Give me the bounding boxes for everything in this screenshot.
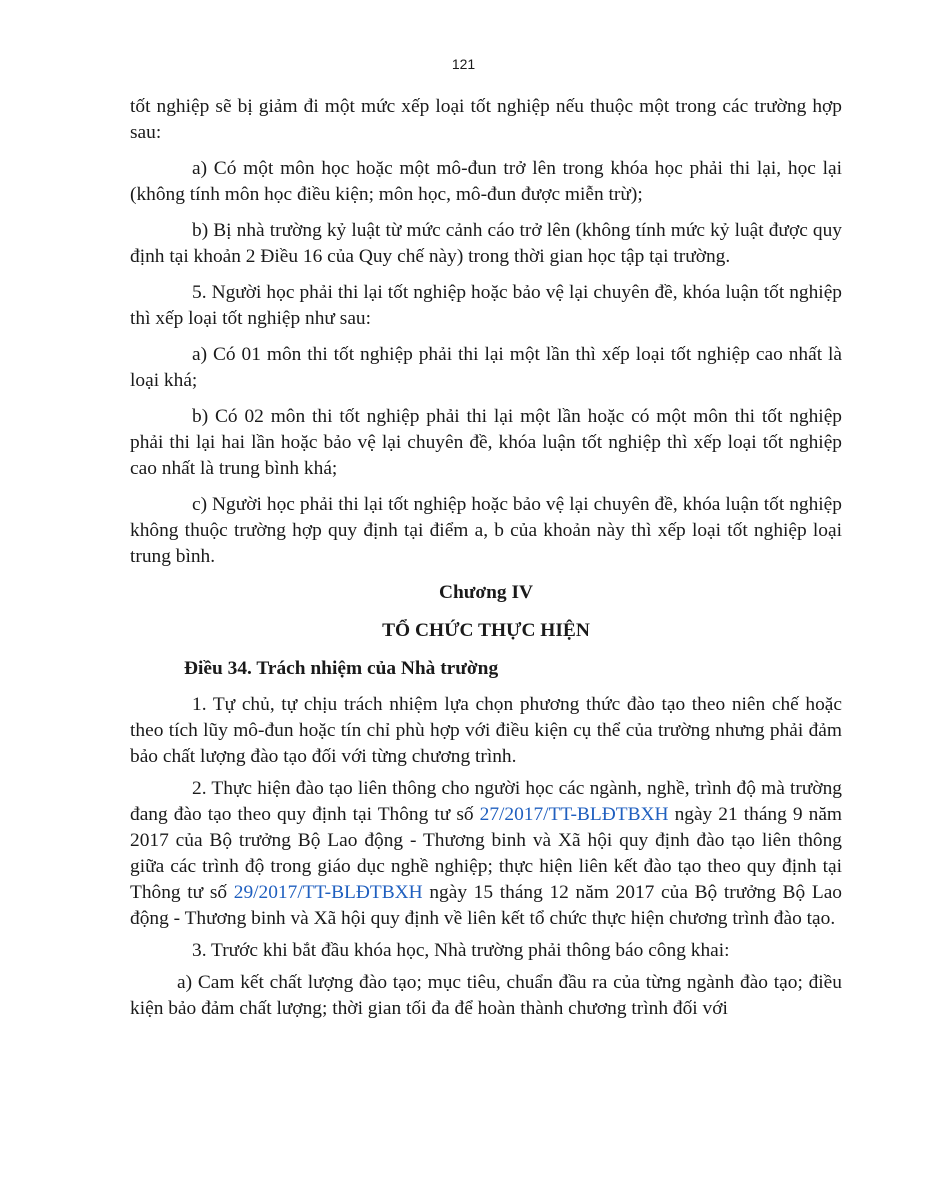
paragraph-clause-5c: c) Người học phải thi lại tốt nghiệp hoặc bảo vệ lại chuyên đề, khóa luận tốt nghiệp không thuộc trường hợp quy định tại điểm a, b của khoản này thì xếp loại tốt nghiệp loại trung bình.: [130, 494, 842, 567]
article-paragraph-2: [130, 776, 842, 932]
article-paragraph-2-text-c: ngày 15 tháng 12 năm 2017 của Bộ trưởng Bộ Lao động - Thương binh và Xã hội quy định về liên kết tổ chức thực hiện chương trình đào tạo.: [130, 882, 842, 929]
article-heading: Điều 34. Trách nhiệm của Nhà trường: [184, 658, 499, 679]
article-paragraph-3: 3. Trước khi bắt đầu khóa học, Nhà trường phải thông báo công khai:: [192, 940, 730, 961]
circular-27-link[interactable]: 27/2017/TT-BLĐTBXH: [479, 804, 669, 825]
article-paragraph-1: 1. Tự chủ, tự chịu trách nhiệm lựa chọn phương thức đào tạo theo niên chế hoặc theo tích lũy mô-đun hoặc tín chỉ phù hợp với điều kiện cụ thể của trường nhưng phải đảm bảo chất lượng đào tạo đối với từng chương trình.: [130, 694, 842, 767]
paragraph-clause-5a: a) Có 01 môn thi tốt nghiệp phải thi lại một lần thì xếp loại tốt nghiệp cao nhất là loại khá;: [130, 344, 842, 391]
article-paragraph-3a: a) Cam kết chất lượng đào tạo; mục tiêu, chuẩn đầu ra của từng ngành đào tạo; điều kiện bảo đảm chất lượng; thời gian tối đa để hoàn thành chương trình đối với: [130, 972, 842, 1019]
paragraph-clause-5: 5. Người học phải thi lại tốt nghiệp hoặc bảo vệ lại chuyên đề, khóa luận tốt nghiệp thì xếp loại tốt nghiệp như sau:: [130, 282, 842, 329]
paragraph-point-a: a) Có một môn học hoặc một mô-đun trở lên trong khóa học phải thi lại, học lại (không tính môn học điều kiện; môn học, mô-đun được miễn trừ);: [130, 158, 842, 205]
paragraph-point-b: b) Bị nhà trường kỷ luật từ mức cảnh cáo trở lên (không tính mức kỷ luật được quy định tại khoản 2 Điều 16 của Quy chế này) trong thời gian học tập tại trường.: [130, 220, 842, 267]
paragraph-clause-5b: b) Có 02 môn thi tốt nghiệp phải thi lại một lần hoặc có một môn thi tốt nghiệp phải thi lại hai lần hoặc bảo vệ lại chuyên đề, khóa luận tốt nghiệp thì xếp loại tốt nghiệp cao nhất là trung bình khá;: [130, 406, 842, 479]
page-number: 121: [451, 56, 476, 72]
chapter-heading: Chương IV: [438, 582, 534, 603]
chapter-title: TỔ CHỨC THỰC HIỆN: [382, 620, 590, 641]
article-paragraph-2-text-b: ngày 21 tháng 9 năm 2017 của Bộ trưởng Bộ Lao động - Thương binh và Xã hội quy định đào tạo liên thông giữa các trình độ trong giáo dục nghề nghiệp; thực hiện liên kết đào tạo theo quy định tại Thông tư số: [130, 804, 843, 903]
article-paragraph-2-text-a: 2. Thực hiện đào tạo liên thông cho người học các ngành, nghề, trình độ mà trường đang đào tạo theo quy định tại Thông tư số: [130, 778, 842, 825]
document-body: [130, 94, 842, 1028]
circular-29-link[interactable]: 29/2017/TT-BLĐTBXH: [233, 882, 423, 903]
paragraph-continuation: tốt nghiệp sẽ bị giảm đi một mức xếp loại tốt nghiệp nếu thuộc một trong các trường hợp sau:: [130, 96, 842, 143]
